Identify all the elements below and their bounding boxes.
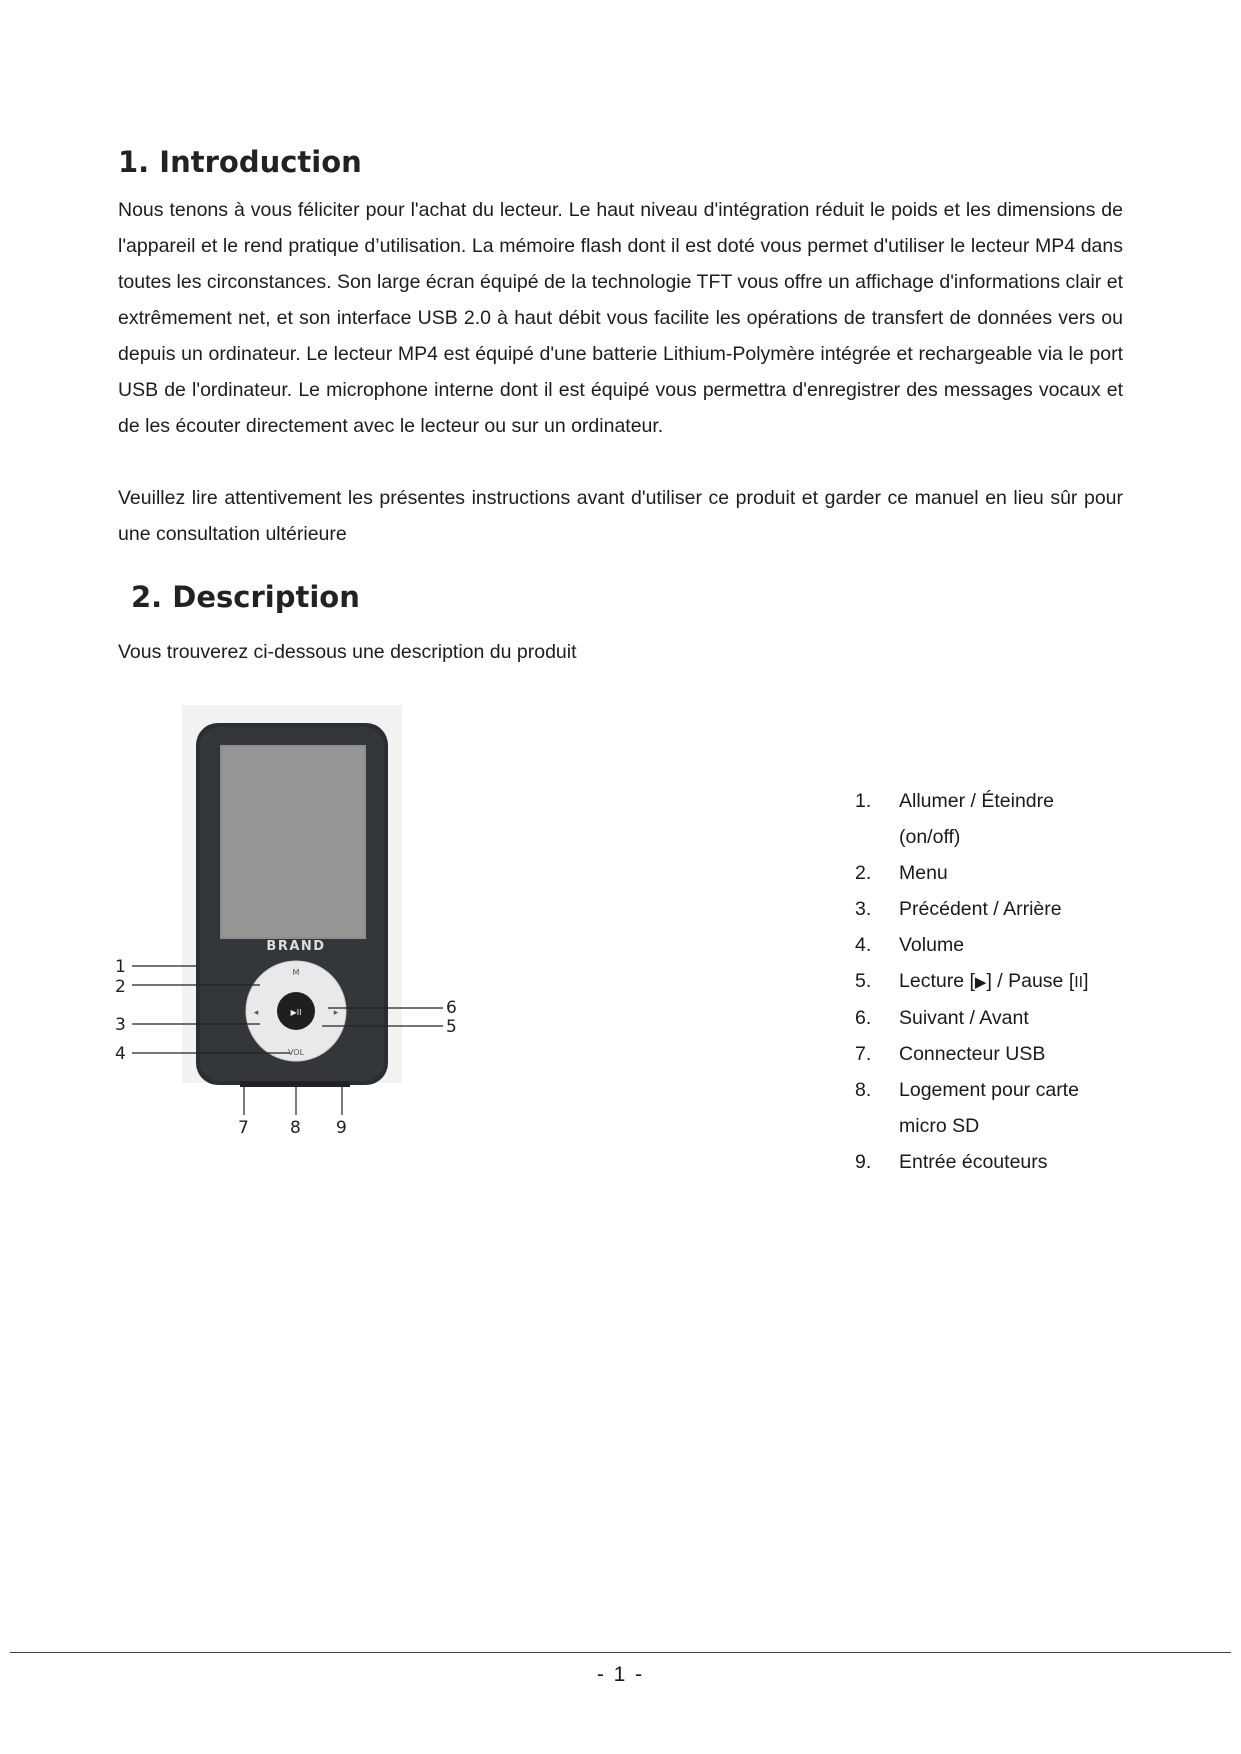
list-item: 5. Lecture [▶] / Pause [II] <box>855 970 1089 992</box>
list-item: 8. Logement pour carte micro SD <box>855 1079 1079 1137</box>
mp4-player-illustration <box>110 705 470 1145</box>
callout-2: 2 <box>115 977 126 997</box>
brand-label: BRAND <box>266 939 326 954</box>
list-item: 1. Allumer / Éteindre (on/off) <box>855 790 1054 848</box>
callout-9: 9 <box>336 1118 347 1138</box>
description-intro: Vous trouverez ci-dessous une description du produit <box>118 641 577 663</box>
list-item: 6. Suivant / Avant <box>855 1007 1029 1029</box>
next-key-label: ▸ <box>333 1008 339 1018</box>
callout-1: 1 <box>115 957 126 977</box>
play-icon: ▶ <box>974 973 987 991</box>
intro-paragraph: Nous tenons à vous féliciter pour l'achat du lecteur. Le haut niveau d'intégration réduit le poids et les dimensions de l'appareil et le rend pratique d’utilisation. La mémoire flash dont il est doté vous permet d'utiliser le lecteur MP4 dans toutes les circonstances. Son large écran équipé de la technologie TFT vous offre un affichage d'informations clair et extrêmement net, et son interface USB 2.0 à haut débit vous facilite les opérations de transfert de données vers ou depuis un ordinateur. Le lecteur MP4 est équipé d'une batterie Lithium-Polymère intégrée et rechargeable via le port USB de l'ordinateur. Le microphone interne dont il est équipé vous permettra d'enregistrer des messages vocaux et de les écouter directement avec le lecteur ou sur un ordinateur. <box>118 199 1123 437</box>
section-heading-description: 2. Description <box>131 580 360 614</box>
list-item: 3. Précédent / Arrière <box>855 898 1062 920</box>
list-item: 9. Entrée écouteurs <box>855 1151 1048 1173</box>
callout-6: 6 <box>446 998 457 1018</box>
section-heading-introduction: 1. Introduction <box>118 145 362 179</box>
bottom-edge <box>240 1081 350 1087</box>
play-pause-symbol: ▶II <box>290 1008 302 1017</box>
list-item: 4. Volume <box>855 934 965 956</box>
parts-list <box>855 783 1155 1180</box>
callout-7: 7 <box>238 1118 249 1138</box>
callout-4: 4 <box>115 1044 126 1064</box>
footer-divider <box>10 1652 1231 1653</box>
pause-icon: II <box>1074 973 1084 991</box>
callout-5: 5 <box>446 1017 457 1037</box>
instructions-paragraph: Veuillez lire attentivement les présentes instructions avant d'utiliser ce produit et garder ce manuel en lieu sûr pour une consultation ultérieure <box>118 487 1123 545</box>
page-number: - 1 - <box>596 1663 645 1686</box>
menu-key-label: M <box>292 968 300 977</box>
list-item: 7. Connecteur USB <box>855 1043 1046 1065</box>
prev-key-label: ◂ <box>253 1008 259 1018</box>
callout-8: 8 <box>290 1118 301 1138</box>
list-item: 2. Menu <box>855 862 948 884</box>
vol-key-label: VOL <box>287 1048 305 1057</box>
callout-3: 3 <box>115 1015 126 1035</box>
